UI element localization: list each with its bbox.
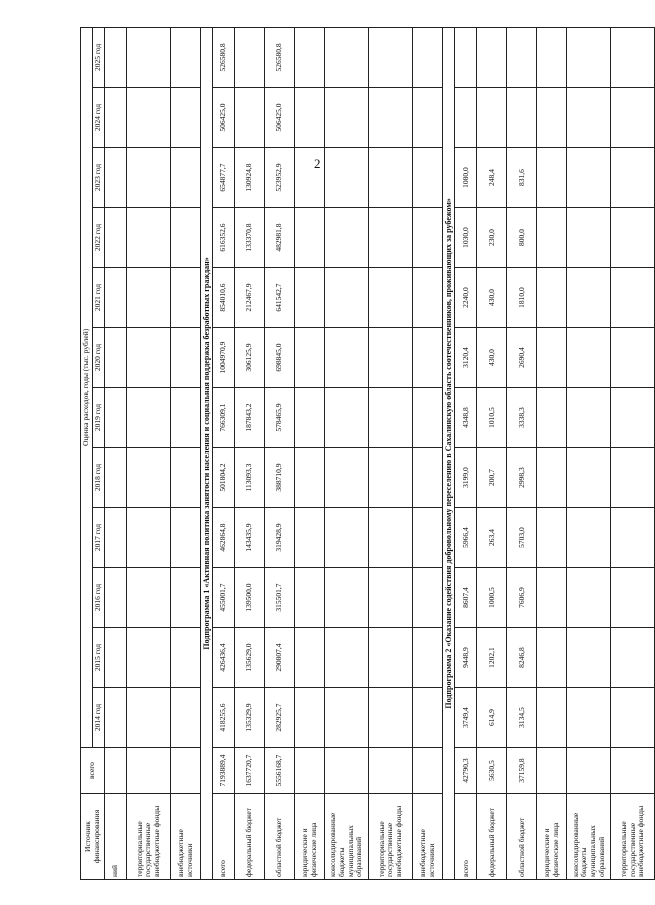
value-cell [127, 628, 171, 688]
value-cell: 831,6 [507, 148, 537, 208]
value-cell [295, 568, 325, 628]
value-cell [567, 388, 611, 448]
source-cell: консолидированные бюджеты муниципальных образований [567, 794, 611, 880]
table-row [265, 27, 295, 879]
value-cell [413, 688, 443, 748]
value-cell [369, 388, 413, 448]
value-cell [325, 508, 369, 568]
value-cell: 1202,1 [477, 628, 507, 688]
value-cell [325, 628, 369, 688]
value-cell [171, 27, 201, 87]
value-cell [369, 568, 413, 628]
value-cell [105, 268, 127, 328]
value-cell: 3134,5 [507, 688, 537, 748]
table-row [127, 27, 171, 879]
value-cell: 1080,0 [455, 148, 477, 208]
value-cell [611, 88, 655, 148]
subprogram-1-row [201, 27, 213, 879]
source-cell: территориальные государственные внебюджетные фонды [369, 794, 413, 880]
value-cell: 2690,4 [507, 328, 537, 388]
value-cell: 135329,9 [235, 688, 265, 748]
year-header-2020: 2020 год [93, 328, 105, 388]
value-cell [295, 88, 325, 148]
value-cell: 135629,0 [235, 628, 265, 688]
value-cell [105, 328, 127, 388]
value-cell: 4348,8 [455, 388, 477, 448]
total-cell [537, 748, 567, 794]
source-cell: внебюджетные источники [171, 794, 201, 880]
total-cell [127, 748, 171, 794]
value-cell [127, 508, 171, 568]
total-cell [369, 748, 413, 794]
year-header-2022: 2022 год [93, 208, 105, 268]
value-cell: 263,4 [477, 508, 507, 568]
value-cell [537, 568, 567, 628]
value-cell: 654877,7 [213, 148, 235, 208]
value-cell [567, 268, 611, 328]
total-cell: 1637720,7 [235, 748, 265, 794]
value-cell [325, 268, 369, 328]
value-cell: 5703,0 [507, 508, 537, 568]
total-cell: 7193889,4 [213, 748, 235, 794]
value-cell [127, 208, 171, 268]
source-cell: всего [455, 794, 477, 880]
value-cell [567, 448, 611, 508]
value-cell [325, 568, 369, 628]
value-cell [171, 148, 201, 208]
table-row [295, 27, 325, 879]
value-cell [567, 508, 611, 568]
value-cell [325, 27, 369, 87]
value-cell [171, 628, 201, 688]
value-cell [537, 268, 567, 328]
source-cell: всего [213, 794, 235, 880]
value-cell [567, 328, 611, 388]
value-cell: 854010,6 [213, 268, 235, 328]
value-cell: 139500,0 [235, 568, 265, 628]
value-cell [325, 448, 369, 508]
value-cell [295, 508, 325, 568]
value-cell [611, 508, 655, 568]
value-cell [127, 388, 171, 448]
year-header-2023: 2023 год [93, 148, 105, 208]
value-cell [611, 208, 655, 268]
value-cell [127, 148, 171, 208]
value-cell [369, 328, 413, 388]
value-cell [171, 388, 201, 448]
value-cell: 113093,3 [235, 448, 265, 508]
value-cell [369, 628, 413, 688]
value-cell: 800,0 [507, 208, 537, 268]
total-cell: 5556168,7 [265, 748, 295, 794]
value-cell: 2240,0 [455, 268, 477, 328]
source-cell: федеральный бюджет [235, 794, 265, 880]
total-cell: 37159,8 [507, 748, 537, 794]
source-cell: федеральный бюджет [477, 794, 507, 880]
value-cell [105, 388, 127, 448]
table-body [105, 27, 655, 879]
value-cell [611, 27, 655, 87]
value-cell [537, 388, 567, 448]
year-header-2015: 2015 год [93, 628, 105, 688]
value-cell [295, 27, 325, 87]
value-cell [611, 448, 655, 508]
value-cell [105, 448, 127, 508]
total-cell [567, 748, 611, 794]
value-cell: 526580,8 [213, 27, 235, 87]
value-cell: 3199,0 [455, 448, 477, 508]
value-cell: 526580,8 [265, 27, 295, 87]
value-cell: 430,0 [477, 268, 507, 328]
value-cell [127, 688, 171, 748]
rotated-table-container [80, 28, 646, 880]
source-cell: территориальные государственные внебюджетные фонды [611, 794, 655, 880]
source-cell: территориальные государственные внебюджетные фонды [127, 794, 171, 880]
value-cell [105, 628, 127, 688]
value-cell [537, 27, 567, 87]
value-cell [567, 148, 611, 208]
value-cell: 1810,0 [507, 268, 537, 328]
value-cell: 8246,8 [507, 628, 537, 688]
value-cell: 614,9 [477, 688, 507, 748]
value-cell [611, 568, 655, 628]
value-cell [295, 268, 325, 328]
value-cell: 1030,0 [455, 208, 477, 268]
table-row [213, 27, 235, 879]
funding-table [80, 27, 655, 880]
value-cell: 3749,4 [455, 688, 477, 748]
value-cell [171, 328, 201, 388]
value-cell: 506425,0 [213, 88, 235, 148]
source-cell: юридические и физические лица [295, 794, 325, 880]
value-cell [325, 688, 369, 748]
value-cell [295, 628, 325, 688]
value-cell [413, 88, 443, 148]
value-cell [171, 688, 201, 748]
total-cell [611, 748, 655, 794]
value-cell [369, 208, 413, 268]
value-cell [413, 568, 443, 628]
year-header-2021: 2021 год [93, 268, 105, 328]
value-cell [369, 88, 413, 148]
value-cell [105, 148, 127, 208]
value-cell [171, 568, 201, 628]
value-cell: 1004970,9 [213, 328, 235, 388]
value-cell: 616352,6 [213, 208, 235, 268]
value-cell: 187843,2 [235, 388, 265, 448]
value-cell [105, 688, 127, 748]
value-cell: 9448,9 [455, 628, 477, 688]
rotated-table-wrapper [80, 28, 646, 880]
value-cell [295, 148, 325, 208]
value-cell [477, 88, 507, 148]
value-cell: 306125,9 [235, 328, 265, 388]
total-cell [413, 748, 443, 794]
value-cell: 578465,9 [265, 388, 295, 448]
value-cell [369, 688, 413, 748]
value-cell [413, 628, 443, 688]
value-cell [611, 388, 655, 448]
value-cell [537, 688, 567, 748]
table-row [611, 27, 655, 879]
value-cell [105, 568, 127, 628]
year-header-2025: 2025 год [93, 27, 105, 87]
value-cell [611, 688, 655, 748]
subprogram-2-row [443, 27, 455, 879]
value-cell: 143435,9 [235, 508, 265, 568]
value-cell [413, 448, 443, 508]
value-cell [537, 328, 567, 388]
value-cell [537, 148, 567, 208]
table-header [81, 27, 105, 879]
value-cell [477, 27, 507, 87]
value-cell [171, 88, 201, 148]
table-row [413, 27, 443, 879]
total-cell: 42790,3 [455, 748, 477, 794]
value-cell [127, 27, 171, 87]
value-cell [567, 208, 611, 268]
subprogram-2-title: Подпрограмма 2 «Оказание содействия добровольному переселению в Сахалинскую область соотечественников, проживающих за рубежом» [443, 27, 455, 879]
value-cell [105, 27, 127, 87]
value-cell [537, 628, 567, 688]
value-cell [369, 148, 413, 208]
value-cell [171, 448, 201, 508]
table-row [235, 27, 265, 879]
source-cell: юридические и физические лица [537, 794, 567, 880]
value-cell [171, 268, 201, 328]
value-cell [455, 88, 477, 148]
value-cell [369, 508, 413, 568]
value-cell: 315501,7 [265, 568, 295, 628]
table-row [171, 27, 201, 879]
value-cell [127, 268, 171, 328]
value-cell: 501804,2 [213, 448, 235, 508]
table-row [507, 27, 537, 879]
value-cell: 523952,9 [265, 148, 295, 208]
value-cell [127, 568, 171, 628]
source-cell: внебюджетные источники [413, 794, 443, 880]
value-cell [171, 508, 201, 568]
source-cell: областной бюджет [265, 794, 295, 880]
value-cell [413, 27, 443, 87]
value-cell: 1010,5 [477, 388, 507, 448]
value-cell: 482981,8 [265, 208, 295, 268]
value-cell: 200,7 [477, 448, 507, 508]
value-cell [413, 328, 443, 388]
value-cell [507, 88, 537, 148]
value-cell [567, 27, 611, 87]
value-cell [413, 388, 443, 448]
source-cell: ний [105, 794, 127, 880]
value-cell: 290807,4 [265, 628, 295, 688]
year-header-2019: 2019 год [93, 388, 105, 448]
value-cell: 418255,6 [213, 688, 235, 748]
value-cell [295, 208, 325, 268]
table-row [537, 27, 567, 879]
value-cell [567, 88, 611, 148]
subprogram-1-title: Подпрограмма 1 «Активная политика занятости населения и социальная поддержка безработных граждан» [201, 27, 213, 879]
total-cell [325, 748, 369, 794]
value-cell [105, 208, 127, 268]
value-cell [171, 208, 201, 268]
value-cell [455, 27, 477, 87]
value-cell: 462864,8 [213, 508, 235, 568]
value-cell: 3120,4 [455, 328, 477, 388]
value-cell: 455001,7 [213, 568, 235, 628]
value-cell [537, 508, 567, 568]
value-cell [325, 208, 369, 268]
value-cell: 7606,9 [507, 568, 537, 628]
source-header: Источник финансирования [81, 794, 105, 880]
total-cell [105, 748, 127, 794]
value-cell [413, 508, 443, 568]
table-row [325, 27, 369, 879]
value-cell: 2998,3 [507, 448, 537, 508]
table-row [567, 27, 611, 879]
value-cell [325, 88, 369, 148]
value-cell [611, 268, 655, 328]
value-cell: 766309,1 [213, 388, 235, 448]
value-cell: 3338,3 [507, 388, 537, 448]
value-cell [295, 688, 325, 748]
value-cell [567, 568, 611, 628]
value-cell [369, 268, 413, 328]
value-cell [369, 27, 413, 87]
value-cell: 8607,4 [455, 568, 477, 628]
value-cell: 133370,8 [235, 208, 265, 268]
table-row [455, 27, 477, 879]
value-cell [413, 148, 443, 208]
value-cell [611, 628, 655, 688]
value-cell [537, 208, 567, 268]
year-header-2017: 2017 год [93, 508, 105, 568]
table-row [105, 27, 127, 879]
total-header: всего [81, 748, 105, 794]
total-cell [171, 748, 201, 794]
value-cell: 212467,9 [235, 268, 265, 328]
value-cell [413, 208, 443, 268]
year-header-2018: 2018 год [93, 448, 105, 508]
value-cell [295, 448, 325, 508]
value-cell: 698845,0 [265, 328, 295, 388]
value-cell: 282925,7 [265, 688, 295, 748]
value-cell [235, 27, 265, 87]
value-cell [295, 328, 325, 388]
value-cell [413, 268, 443, 328]
value-cell: 506425,0 [265, 88, 295, 148]
value-cell: 426436,4 [213, 628, 235, 688]
value-cell [325, 388, 369, 448]
value-cell: 430,0 [477, 328, 507, 388]
table-row [477, 27, 507, 879]
value-cell [127, 328, 171, 388]
value-cell [537, 88, 567, 148]
value-cell [611, 148, 655, 208]
value-cell [507, 27, 537, 87]
value-cell: 5966,4 [455, 508, 477, 568]
value-cell [235, 88, 265, 148]
source-cell: консолидированные бюджеты муниципальных образований [325, 794, 369, 880]
page-number: 2 [314, 156, 321, 171]
value-cell [105, 88, 127, 148]
value-cell [325, 328, 369, 388]
value-cell: 388710,9 [265, 448, 295, 508]
value-cell [611, 328, 655, 388]
value-cell: 248,4 [477, 148, 507, 208]
value-cell: 641542,7 [265, 268, 295, 328]
value-cell: 319428,9 [265, 508, 295, 568]
table-row [369, 27, 413, 879]
value-cell [127, 448, 171, 508]
value-cell [105, 508, 127, 568]
value-cell [295, 388, 325, 448]
estimate-header: Оценка расходов, годы (тыс. рублей) [81, 27, 93, 747]
total-cell: 5630,5 [477, 748, 507, 794]
value-cell: 130924,8 [235, 148, 265, 208]
value-cell [537, 448, 567, 508]
value-cell [325, 148, 369, 208]
year-header-2016: 2016 год [93, 568, 105, 628]
value-cell [369, 448, 413, 508]
value-cell: 1000,5 [477, 568, 507, 628]
source-cell: областной бюджет [507, 794, 537, 880]
year-header-2014: 2014 год [93, 688, 105, 748]
value-cell [567, 688, 611, 748]
value-cell: 230,0 [477, 208, 507, 268]
value-cell [127, 88, 171, 148]
year-header-2024: 2024 год [93, 88, 105, 148]
value-cell [567, 628, 611, 688]
total-cell [295, 748, 325, 794]
